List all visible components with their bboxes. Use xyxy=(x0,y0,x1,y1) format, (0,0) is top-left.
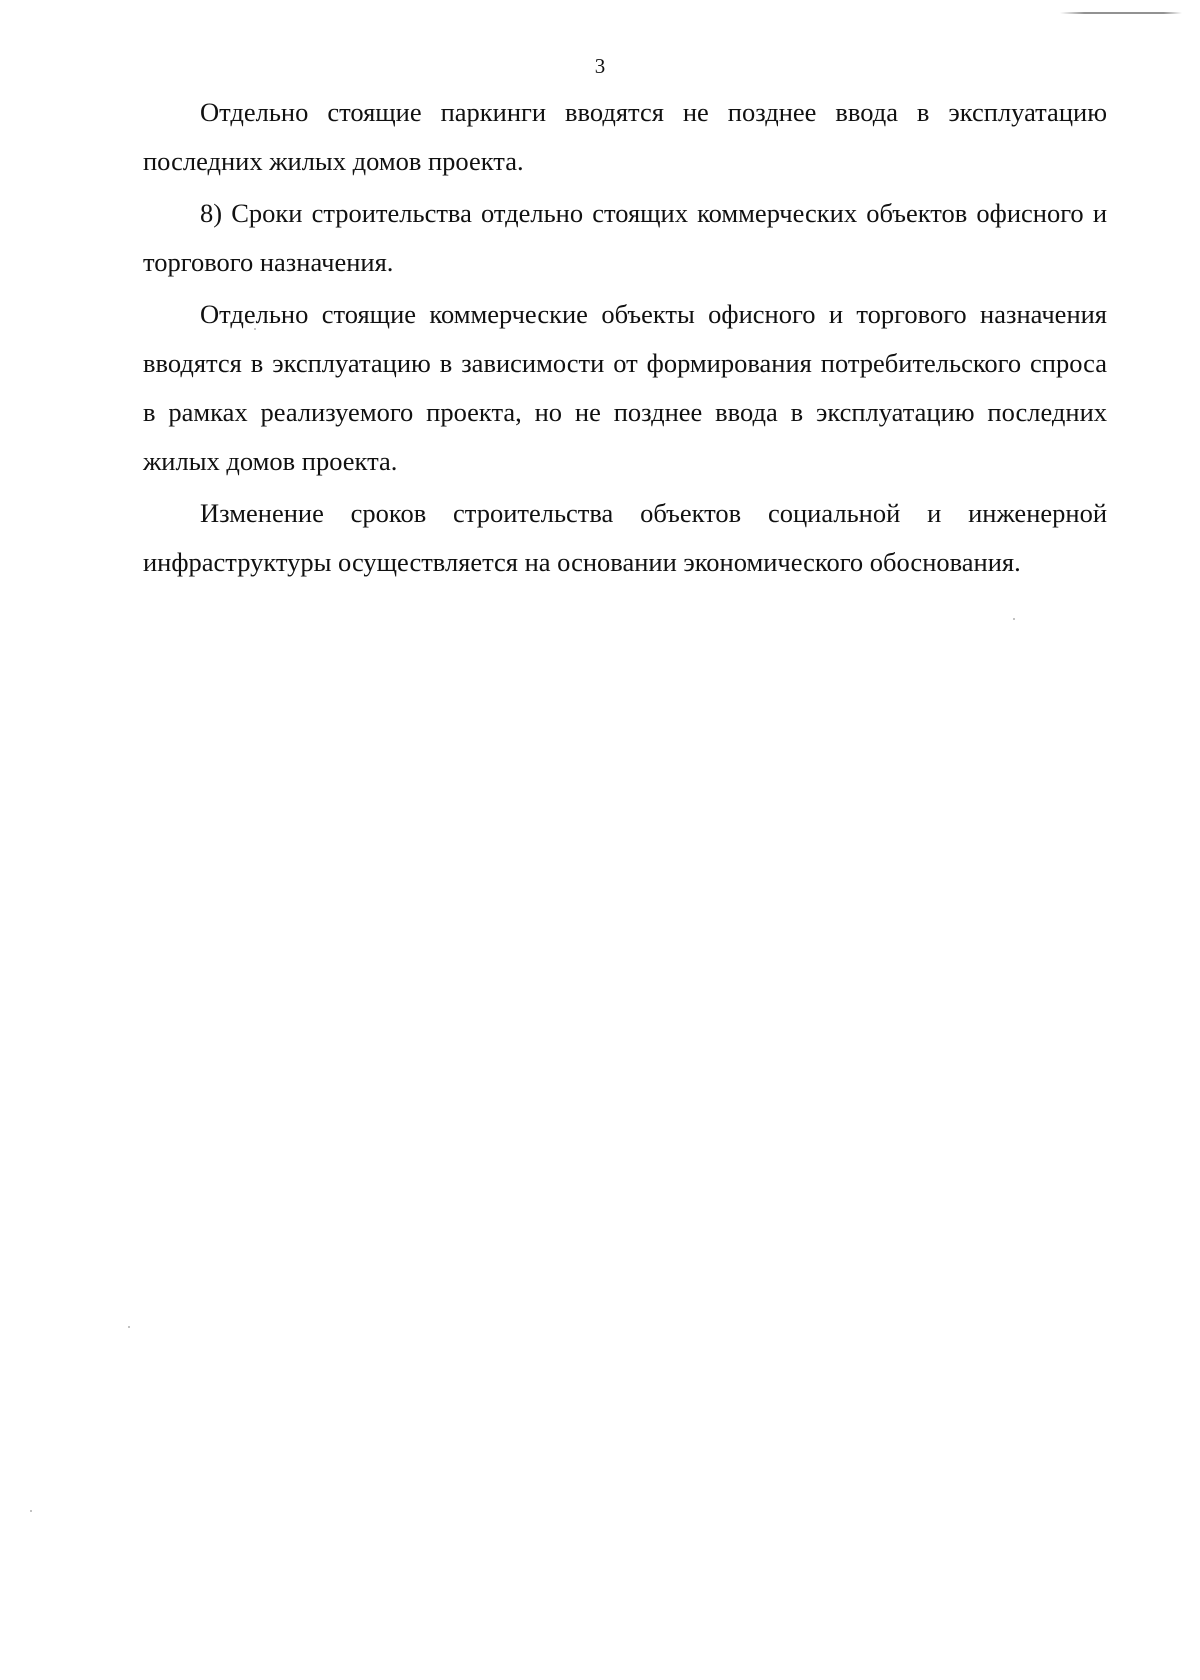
scan-speck xyxy=(1013,618,1015,620)
scan-speck xyxy=(254,328,256,330)
paragraph-parking-deadline: Отдельно стоящие паркинги вводятся не позднее ввода в эксплуатацию последних жилых домов проекта. xyxy=(143,97,1107,176)
page-number: 3 xyxy=(594,54,606,78)
paragraph-commercial-commissioning: Отдельно стоящие коммерческие объекты офисного и торгового назначения вводятся в эксплуатацию в зависимости от формирования потребительского спроса в рамках реализуемого проекта, но не позднее ввода в эксплуатацию последних жилых домов проекта. xyxy=(143,299,1107,476)
scan-artifact-line xyxy=(1060,12,1182,14)
paragraph-commercial-construction-terms: 8) Сроки строительства отдельно стоящих коммерческих объектов офисного и торгового назначения. xyxy=(143,198,1107,277)
document-body xyxy=(143,88,1107,590)
paragraph-schedule-change: Изменение сроков строительства объектов социальной и инженерной инфраструктуры осуществляется на основании экономического обоснования. xyxy=(143,498,1107,577)
scan-speck xyxy=(128,1326,130,1328)
scan-speck xyxy=(30,1510,32,1512)
